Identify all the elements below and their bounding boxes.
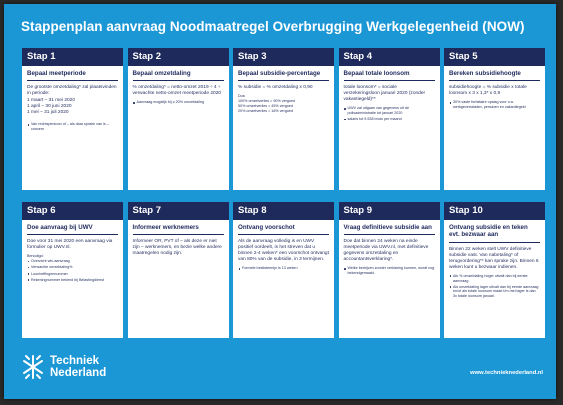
step-label: Stap 5 <box>444 48 545 66</box>
step-body <box>444 66 545 112</box>
step-bullet-list <box>449 274 540 299</box>
step-text: Binnen 22 weken stelt UWV definitieve subsidie vast. Van nabetaling* of terugvordering** kan sprake zijn. Binnen 6 weken kunt u bezwaar indienen. <box>449 246 539 270</box>
step-bullet: Formele beslistermijn is 13 weken <box>238 266 329 271</box>
step-note: 20% omzetverlies = 18% vergoed <box>238 108 294 113</box>
step-bullet-list <box>344 106 435 122</box>
step-label: Stap 1 <box>22 48 123 66</box>
step-card-4 <box>339 48 440 190</box>
step-bullet-list <box>27 259 118 282</box>
step-body <box>339 220 440 278</box>
step-bullet-list <box>344 266 435 275</box>
step-bullet-list <box>27 122 118 131</box>
step-text: % subsidie = % omzetdaling x 0,90 <box>238 85 313 91</box>
step-label: Stap 7 <box>128 202 229 220</box>
step-grid <box>22 48 545 338</box>
step-label: Stap 6 <box>22 202 123 220</box>
step-note: Dus: <box>238 94 246 99</box>
step-label: Stap 4 <box>339 48 440 66</box>
step-heading: Bepaal subsidie-percentage <box>238 70 329 81</box>
step-heading: Ontvang voorschot <box>238 224 329 235</box>
step-text: % omzetdaling* = netto-omzet 2019 ÷ 4 ÷ verwachte netto-omzet meetperiode 2020 <box>132 85 222 97</box>
step-card-3 <box>233 48 334 190</box>
step-bullet: Aanvraag mogelijk bij ≥ 20% omzetdaling <box>133 100 224 105</box>
step-heading: Doe aanvraag bij UWV <box>27 224 118 235</box>
page-title: Stappenplan aanvraag Noodmaatregel Overbrugging Werkgelegenheid (NOW) <box>21 19 525 34</box>
step-bullet: salaris tot 9.538 bruto per maand <box>344 117 435 122</box>
step-label: Stap 8 <box>233 202 334 220</box>
poster <box>4 4 556 399</box>
step-text: totale loonsom* = sociale verzekeringsloon januari 2020 (zonder vakantiegeld)** <box>343 85 426 103</box>
logo <box>21 354 106 380</box>
logo-line-1: Techniek <box>50 355 99 367</box>
step-text: 1 april – 30 juni 2020 <box>27 104 72 110</box>
step-body <box>128 66 229 107</box>
step-heading: Bereken subsidiehoogte <box>449 70 540 81</box>
step-heading: Bepaal omzetdaling <box>133 70 224 81</box>
step-bullet-list <box>133 100 224 105</box>
step-body <box>22 220 123 284</box>
step-text: Informeer OR, PVT of – als deze er niet zijn – werknemers, en bezie welke andere maatregelen nodig zijn. <box>132 239 222 257</box>
step-text: Doe dat binnen 24 weken na einde meetperiode via UWV.nl, met definitieve gegevens omzetdaling en accountantsverklaring*. <box>343 239 429 263</box>
step-heading: Bepaal meetperiode <box>27 70 118 81</box>
step-bullet: Overzicht wtv-aanvraag <box>27 259 118 264</box>
step-note: 100% omzetverlies = 90% vergoed <box>238 99 296 104</box>
step-bullet: Als omzetdaling lager uitvalt dan bij eerste aanvraag en/of als totale loonsom maart t/m mei lager is dan 3x totale loonsom januari. <box>449 285 540 299</box>
step-body <box>233 66 334 115</box>
step-text: Doe voor 31 mei 2020 een aanvraag via formulier op UWV.nl. <box>27 239 113 251</box>
step-card-10 <box>444 202 545 338</box>
step-body <box>339 66 440 124</box>
step-body <box>22 66 123 134</box>
website-link[interactable]: www.technieknederland.nl <box>470 370 543 376</box>
step-note: 50% omzetverlies = 45% vergoed <box>238 103 294 108</box>
step-text: Als de aanvraag volledig is en UWV positief oordeelt, is het streven dat u binnen 2-4 weken* een voorschot ontvangt van 80% van de subsidie, in 3 termijnen. <box>238 239 329 263</box>
step-label: Stap 9 <box>339 202 440 220</box>
step-card-8 <box>233 202 334 338</box>
step-heading: Informeer werknemers <box>133 224 224 235</box>
step-bullet: Rekeningnummer bekend bij Belastingdienst <box>27 278 118 283</box>
step-card-1 <box>22 48 123 190</box>
step-label: Stap 10 <box>444 202 545 220</box>
step-bullet: Welke bedrijven zonder verklaring kunnen, wordt nog bekendgemaakt. <box>344 266 435 275</box>
step-heading: Vraag definitieve subsidie aan <box>344 224 435 235</box>
step-bullet-list <box>238 266 329 271</box>
step-bullet: UWV zal uitgaan van gegevens uit de polisadministratie tot januari 2020 <box>344 106 435 115</box>
step-card-9 <box>339 202 440 338</box>
step-body <box>444 220 545 301</box>
step-card-2 <box>128 48 229 190</box>
step-bullet: 30% vaste forfaitaire opslag voor o.a. werkgeverslasten, pensioen en vakantiegeld <box>449 100 540 109</box>
step-label: Stap 2 <box>128 48 229 66</box>
logo-line-2: Nederland <box>50 367 107 379</box>
step-body <box>128 220 229 260</box>
step-note: Benodigd: <box>27 254 44 259</box>
step-bullet: Als % omzetdaling hoger uitvalt dan bij eerste aanvraag <box>449 274 540 283</box>
step-bullet-list <box>449 100 540 109</box>
step-card-5 <box>444 48 545 190</box>
step-body <box>233 220 334 273</box>
step-card-6 <box>22 202 123 338</box>
step-card-7 <box>128 202 229 338</box>
step-heading: Ontvang subsidie en teken evt. bezwaar aan <box>449 224 540 243</box>
step-text: subsidiehoogte = % subsidie x totale loonsom x 3 x 1,3* x 0,9 <box>449 85 527 97</box>
step-label: Stap 3 <box>233 48 334 66</box>
step-text: 1 maart – 31 mei 2020 <box>27 98 75 104</box>
step-text: 1 mei – 31 juli 2020 <box>27 110 69 116</box>
step-text: De grootste omzetdaling* zal plaatsvinden in periode: <box>27 85 117 97</box>
step-heading: Bepaal totale loonsom <box>344 70 435 81</box>
step-bullet: Loonheffingennummer <box>27 272 118 277</box>
step-bullet: Verwachte omzetdaling% <box>27 265 118 270</box>
techniek-nederland-logo-icon <box>21 354 45 380</box>
step-bullet: Van rechtspersoon of – als daar sprake van is – concern <box>27 122 118 131</box>
